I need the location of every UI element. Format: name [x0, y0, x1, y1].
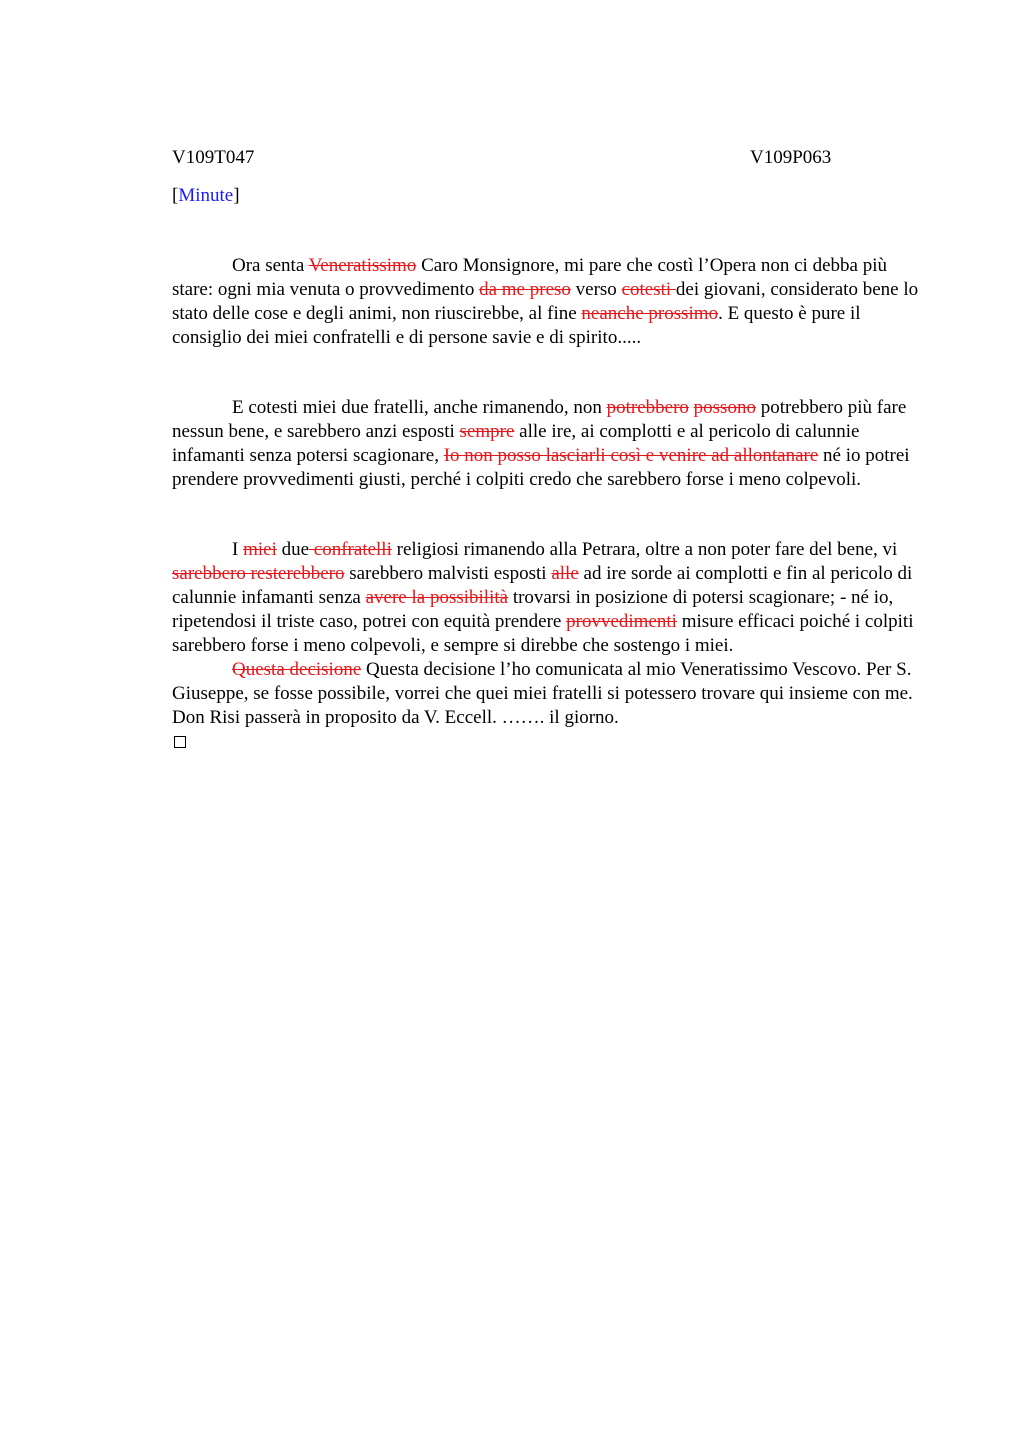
- paragraph-1: [172, 254, 924, 350]
- deleted-text: Questa decisione: [232, 659, 362, 680]
- text-segment: Ora senta: [232, 255, 309, 276]
- text-segment: Caro Monsignore, mi pare che costì l’Opera non ci debba più stare: ogni mia venuta o provvedimento: [172, 255, 887, 300]
- deleted-text: provvedimenti: [566, 611, 677, 632]
- text-segment: Questa decisione l’ho comunicata al mio Veneratissimo Vescovo. Per S. Giuseppe, se fosse possibile, vorrei che quei miei fratelli si potessero trovare qui insieme con me. Don Risi passerà in proposito da V. Eccell. ……. il giorno.: [172, 659, 913, 728]
- deleted-text: miei: [243, 539, 277, 560]
- end-marker: [172, 730, 924, 754]
- text-segment: misure efficaci poiché i colpiti sarebbero forse i meno colpevoli, e sempre si direbbe che sostengo i miei.: [172, 611, 914, 656]
- paragraph-2: [172, 396, 924, 492]
- deleted-text: confratelli: [309, 539, 392, 560]
- text-segment: dei giovani, considerato bene lo stato delle cose e degli animi, non riuscirebbe, al fine: [172, 279, 919, 324]
- text-segment: né io potrei prendere provvedimenti giusti, perché i colpiti credo che sarebbero forse i meno colpevoli.: [172, 445, 910, 490]
- minute-link[interactable]: Minute: [178, 185, 234, 206]
- bracket-open: [: [172, 185, 179, 206]
- text-segment: verso: [570, 279, 622, 300]
- text-segment: alle ire, ai complotti e al pericolo di calunnie infamanti senza potersi scagionare,: [172, 421, 860, 466]
- deleted-text: sempre: [459, 421, 515, 442]
- deleted-text: potrebbero: [606, 397, 689, 418]
- deleted-text: cotesti: [621, 279, 676, 300]
- square-outline-icon: [174, 736, 186, 748]
- text-segment: sarebbero malvisti esposti: [344, 563, 552, 584]
- text-segment: trovarsi in posizione di potersi scagionare; - né io, ripetendosi il triste caso, potrei con equità prendere: [172, 587, 894, 632]
- text-segment: E cotesti miei due fratelli, anche rimanendo, non: [232, 397, 607, 418]
- paragraph-4: [172, 658, 924, 730]
- deleted-text: possono: [693, 397, 756, 418]
- deleted-text: da me preso: [479, 279, 571, 300]
- volume-code-left: V109T047: [172, 147, 255, 168]
- document-page: [172, 146, 924, 754]
- paragraph-3: [172, 538, 924, 658]
- text-segment: ad ire sorde ai complotti e fin al pericolo di calunnie infamanti senza: [172, 563, 913, 608]
- deleted-text: alle: [551, 563, 579, 584]
- deleted-text: avere la possibilità: [365, 587, 509, 608]
- text-segment: . E questo è pure il consiglio dei miei confratelli e di persone savie e di spirito.....: [172, 303, 861, 348]
- deleted-text: Veneratissimo: [308, 255, 417, 276]
- deleted-text: Io non posso lasciarli così e venire ad allontanare: [443, 445, 819, 466]
- bracket-close: ]: [233, 185, 240, 206]
- text-segment: potrebbero più fare nessun bene, e sarebbero anzi esposti: [172, 397, 907, 442]
- deleted-text: neanche prossimo: [581, 303, 719, 324]
- document-type-note: [172, 184, 924, 208]
- text-segment: religiosi rimanendo alla Petrara, oltre a non poter fare del bene, vi: [391, 539, 898, 560]
- deleted-text: sarebbero resterebbero: [172, 563, 345, 584]
- document-header: [172, 146, 924, 170]
- text-segment: due: [276, 539, 310, 560]
- volume-code-right: V109P063: [750, 147, 832, 168]
- text-segment: I: [232, 539, 244, 560]
